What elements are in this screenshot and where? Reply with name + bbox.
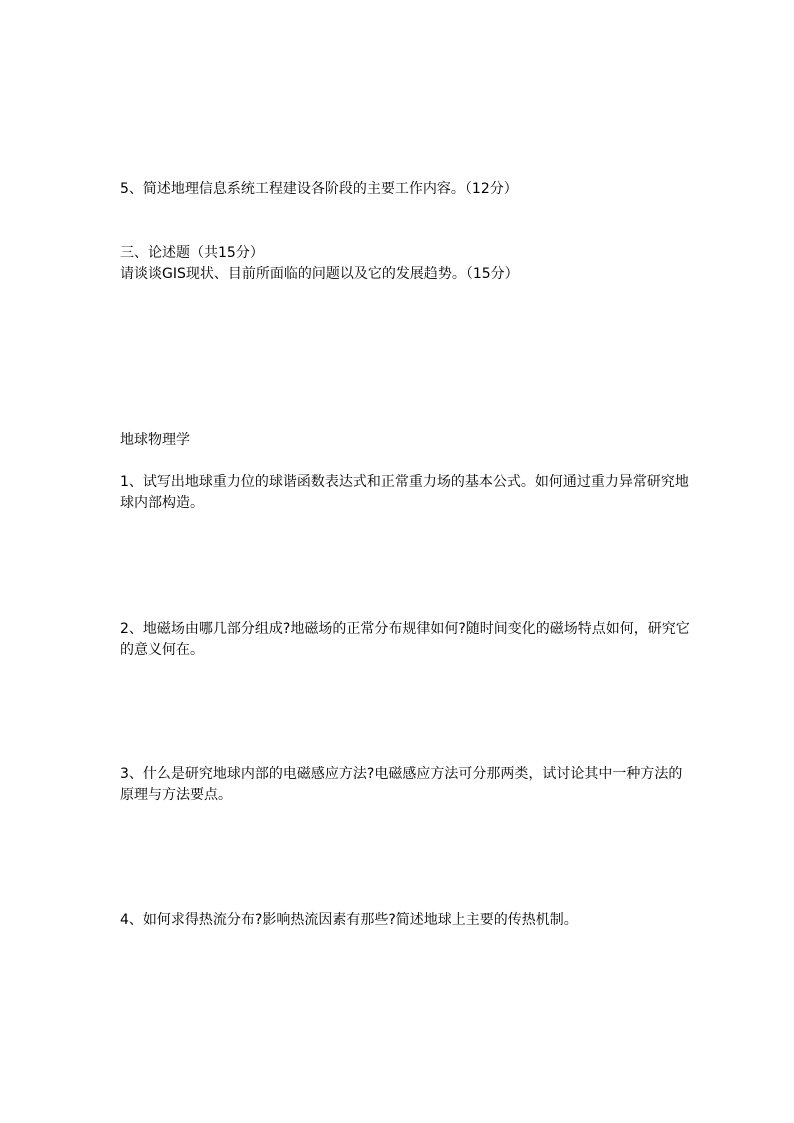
geophysics-question-4: 4、如何求得热流分布?影响热流因素有那些?简述地球上主要的传热机制。 — [120, 912, 578, 928]
gis-question-5: 5、简述地理信息系统工程建设各阶段的主要工作内容。（12分） — [120, 181, 518, 197]
essay-question: 请谈谈GIS现状、目前所面临的问题以及它的发展趋势。（15分） — [120, 266, 519, 282]
geophysics-title: 地球物理学 — [120, 432, 190, 448]
geophysics-question-3: 3、什么是研究地球内部的电磁感应方法?电磁感应方法可分那两类，试讨论其中一种方法的原理与方法要点。 — [120, 766, 683, 803]
geophysics-question-2: 2、地磁场由哪几部分组成?地磁场的正常分布规律如何?随时间变化的磁场特点如何，研究它的意义何在。 — [120, 621, 690, 658]
geophysics-question-1: 1、试写出地球重力位的球谐函数表达式和正常重力场的基本公式。如何通过重力异常研究地球内部构造。 — [120, 474, 689, 511]
section-3-heading: 三、论述题（共15分） — [120, 245, 264, 261]
